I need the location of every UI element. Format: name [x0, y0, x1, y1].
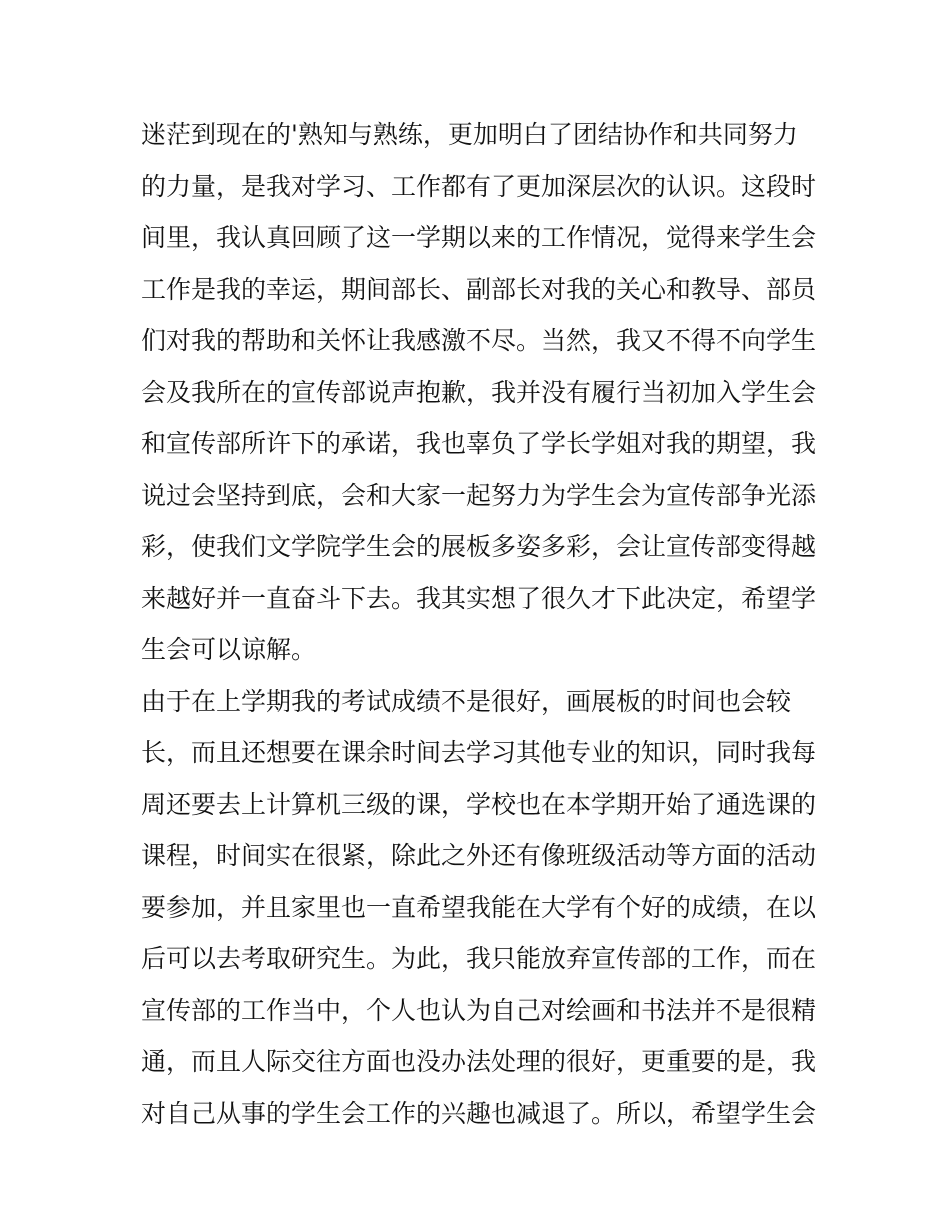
text-line: 们对我的帮助和关怀让我感激不尽。当然，我又不得不向学生 [141, 326, 817, 355]
text-line: 说过会坚持到底，会和大家一起努力为学生会为宣传部争光添 [141, 480, 817, 510]
text-line: 长，而且还想要在课余时间去学习其他专业的知识，同时我每 [141, 738, 817, 767]
text-line: 间里，我认真回顾了这一学期以来的工作情况，觉得来学生会 [141, 223, 817, 252]
text-line: 课程，时间实在很紧，除此之外还有像班级活动等方面的活动 [141, 841, 817, 870]
text-line: 后可以去考取研究生。为此，我只能放弃宣传部的工作，而在 [141, 944, 817, 973]
text-line: 的力量，是我对学习、工作都有了更加深层次的认识。这段时 [141, 171, 817, 201]
text-line: 对自己从事的学生会工作的兴趣也减退了。所以，希望学生会 [141, 1098, 817, 1128]
paragraph-2 [141, 676, 821, 1140]
text-line: 彩，使我们文学院学生会的展板多姿多彩，会让宣传部变得越 [141, 532, 817, 561]
text-line: 通，而且人际交往方面也没办法处理的很好，更重要的是，我 [141, 1047, 817, 1076]
text-line: 来越好并一直奋斗下去。我其实想了很久才下此决定，希望学 [141, 583, 817, 613]
document-body [141, 109, 821, 1139]
text-line: 和宣传部所许下的承诺，我也辜负了学长学姐对我的期望，我 [141, 429, 817, 458]
text-line: 迷茫到现在的'熟知与熟练，更加明白了团结协作和共同努力 [141, 120, 798, 149]
paragraph-1 [141, 109, 821, 676]
text-line: 周还要去上计算机三级的课，学校也在本学期开始了通选课的 [141, 789, 817, 819]
text-line: 宣传部的工作当中，个人也认为自己对绘画和书法并不是很精 [141, 995, 817, 1025]
text-line: 会及我所在的宣传部说声抱歉，我并没有履行当初加入学生会 [141, 377, 817, 407]
text-line: 由于在上学期我的考试成绩不是很好，画展板的时间也会较 [141, 686, 792, 716]
text-line: 生会可以谅解。 [141, 635, 317, 664]
text-line: 工作是我的幸运，期间部长、副部长对我的关心和教导、部员 [141, 274, 817, 304]
text-line: 要参加，并且家里也一直希望我能在大学有个好的成绩，在以 [141, 892, 817, 922]
